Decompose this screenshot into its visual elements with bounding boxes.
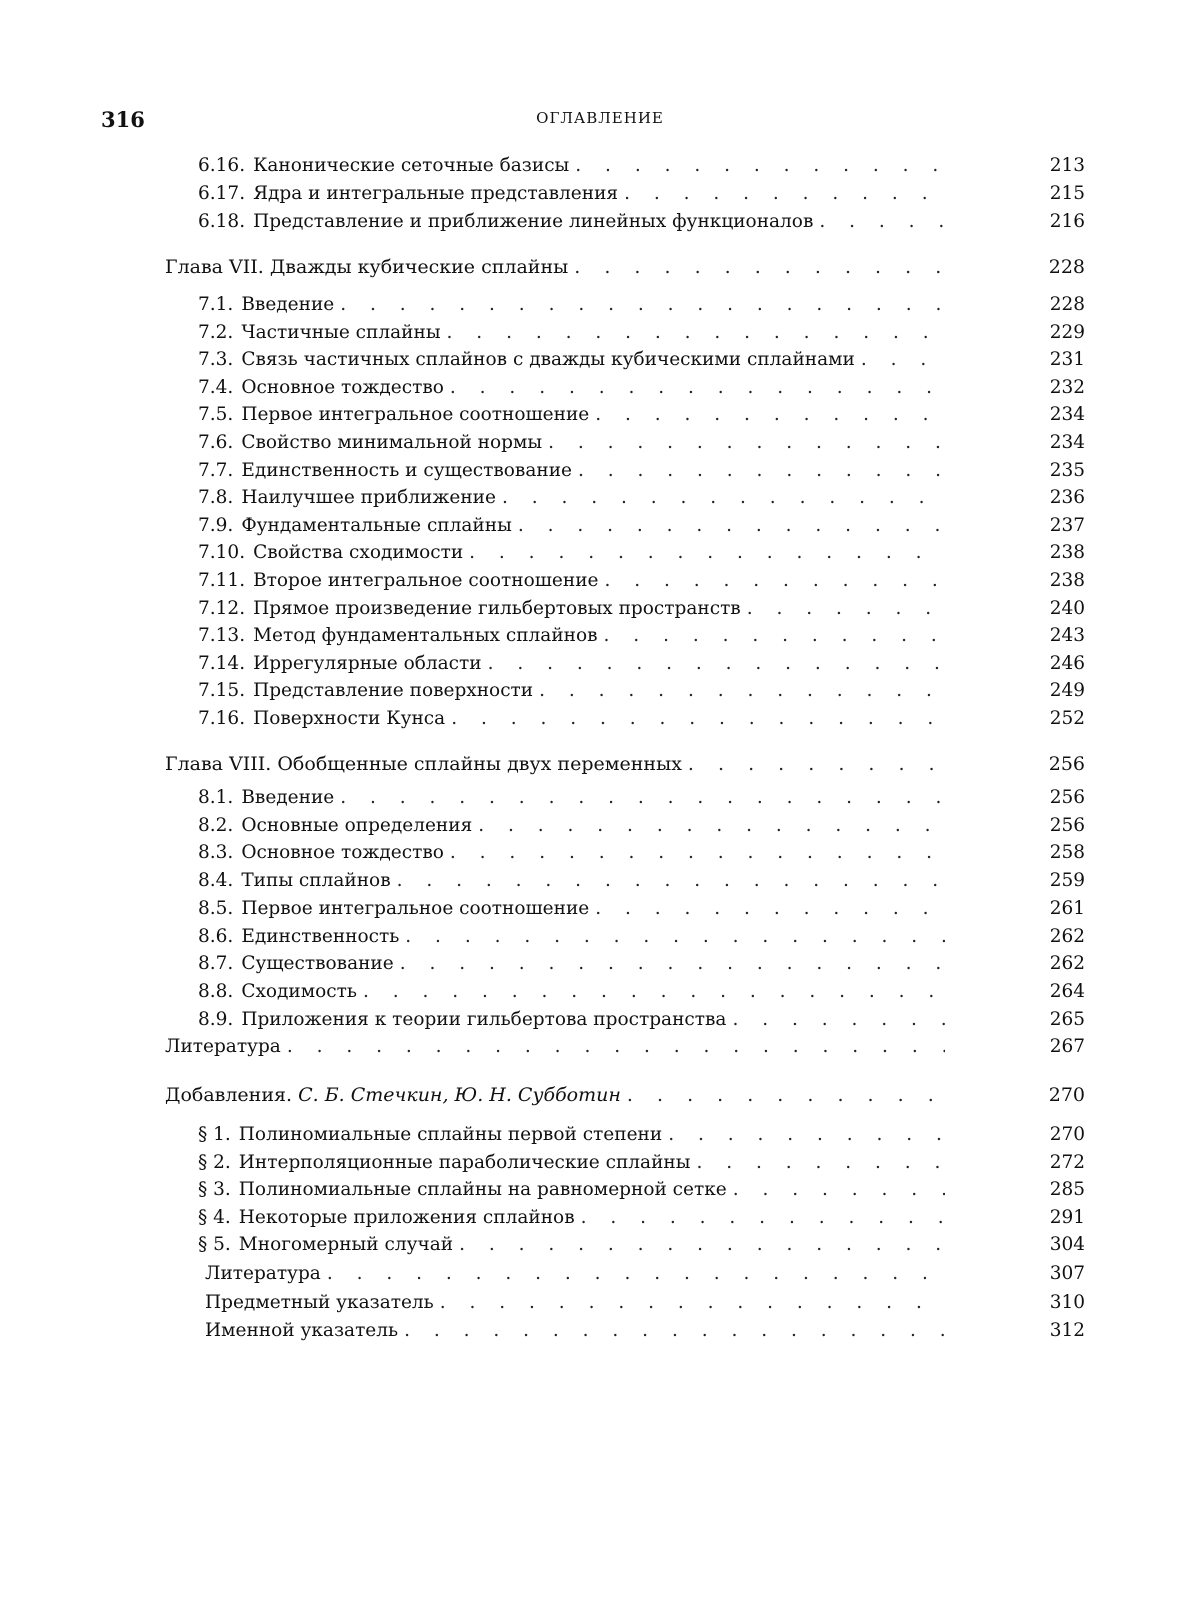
entry-page-number: 270 <box>1025 1124 1085 1145</box>
dot-leader: . . . . . . . . . . . . . <box>548 432 945 453</box>
toc-section-entry[interactable] <box>198 680 1085 708</box>
entry-page-number: 310 <box>1025 1292 1085 1313</box>
entry-title: Некоторые приложения сплайнов <box>239 1207 575 1228</box>
toc-appendix-section-entry[interactable] <box>198 1207 1085 1235</box>
entry-number: 8.3. <box>198 842 241 863</box>
entry-title: Введение <box>241 787 334 808</box>
toc-literature-entry[interactable] <box>165 1036 1085 1064</box>
dot-leader: . . . . . . . <box>747 598 945 619</box>
running-head: ОГЛАВЛЕНИЕ <box>0 109 1200 127</box>
dot-leader: . . . . . . . . . . . . <box>575 155 945 176</box>
entry-page-number: 238 <box>1025 542 1085 563</box>
entry-number: § 2. <box>198 1152 239 1173</box>
entry-page-number: 243 <box>1025 625 1085 646</box>
dot-leader: . . . <box>861 349 945 370</box>
entry-page-number: 231 <box>1025 349 1085 370</box>
entry-page-number: 259 <box>1025 870 1085 891</box>
entry-number: 7.3. <box>198 349 241 370</box>
toc-section-entry[interactable] <box>198 1009 1085 1037</box>
entry-title: Основное тождество <box>241 842 444 863</box>
entry-page-number: 272 <box>1025 1152 1085 1173</box>
dot-leader: . . . . . . . . . . . . . . . . . <box>440 1292 945 1313</box>
entry-page-number: 216 <box>1025 211 1085 232</box>
dot-leader: . . . . . . . . . . . . . . . <box>488 653 945 674</box>
entry-number: 7.8. <box>198 487 241 508</box>
entry-number: 7.10. <box>198 542 253 563</box>
entry-number: 7.9. <box>198 515 241 536</box>
entry-number: 8.8. <box>198 981 241 1002</box>
entry-title: Канонические сеточные базисы <box>253 155 569 176</box>
entry-title: Свойства сходимости <box>253 542 463 563</box>
dot-leader: . . . . . . . . . . . . . . . . <box>459 1234 945 1255</box>
toc-section-entry[interactable] <box>198 377 1085 405</box>
entry-number: 8.1. <box>198 787 241 808</box>
toc-appendix-section-entry[interactable] <box>198 1234 1085 1262</box>
entry-number: 6.18. <box>198 211 253 232</box>
entry-title: Поверхности Кунса <box>253 708 445 729</box>
dot-leader: . . . . . . . . . . . . . . . . . <box>450 842 945 863</box>
entry-page-number: 246 <box>1025 653 1085 674</box>
entry-number: 7.5. <box>198 404 241 425</box>
entry-page-number: 228 <box>1025 256 1085 278</box>
entry-title: Основные определения <box>241 815 472 836</box>
dot-leader: . . . . . . . . . . . . . . . . . . . . . <box>327 1263 945 1284</box>
toc-section-entry[interactable] <box>198 322 1085 350</box>
entry-title: Основное тождество <box>241 377 444 398</box>
entry-title: Фундаментальные сплайны <box>241 515 512 536</box>
toc-back-matter-entry[interactable] <box>205 1263 1085 1291</box>
entry-title: Глава VIII. Обобщенные сплайны двух переменных <box>165 753 682 775</box>
entry-page-number: 235 <box>1025 460 1085 481</box>
toc-section-entry[interactable] <box>198 404 1085 432</box>
entry-page-number: 262 <box>1025 926 1085 947</box>
entry-number: 6.17. <box>198 183 253 204</box>
entry-title: Первое интегральное соотношение <box>241 898 589 919</box>
dot-leader: . . . . . . . . . . . . . . . . . . <box>404 1320 945 1341</box>
dot-leader: . . . . . . . . . . . <box>627 1084 945 1106</box>
toc-section-entry[interactable] <box>198 842 1085 870</box>
entry-number: 7.12. <box>198 598 253 619</box>
entry-page-number: 228 <box>1025 294 1085 315</box>
entry-page-number: 240 <box>1025 598 1085 619</box>
entry-page-number: 249 <box>1025 680 1085 701</box>
toc-section-entry[interactable] <box>198 653 1085 681</box>
toc-section-entry[interactable] <box>198 815 1085 843</box>
entry-title: Второе интегральное соотношение <box>253 570 598 591</box>
entry-page-number: 213 <box>1025 155 1085 176</box>
toc-back-matter-entry[interactable] <box>205 1292 1085 1320</box>
toc-section-entry[interactable] <box>198 708 1085 736</box>
entry-title: Полиномиальные сплайны на равномерной сетке <box>239 1179 727 1200</box>
entry-title: Именной указатель <box>205 1320 398 1341</box>
entry-number: 7.11. <box>198 570 253 591</box>
entry-page-number: 312 <box>1025 1320 1085 1341</box>
dot-leader: . . . . . . . . . . . . <box>581 1207 945 1228</box>
dot-leader: . . . . . . . . . . . . . . . . . . <box>405 926 945 947</box>
entry-title: Связь частичных сплайнов с дважды кубическими сплайнами <box>241 349 855 370</box>
entry-title: Представление поверхности <box>253 680 533 701</box>
dot-leader: . . . . . . . . . . . . . . . . <box>469 542 945 563</box>
toc-section-entry[interactable] <box>198 349 1085 377</box>
entry-page-number: 262 <box>1025 953 1085 974</box>
entry-number: 7.7. <box>198 460 241 481</box>
entry-number: 7.15. <box>198 680 253 701</box>
dot-leader: . . . . <box>819 211 945 232</box>
dot-leader: . . . . . . . . . . . . . . . <box>502 487 945 508</box>
dot-leader: . . . . . . . . . . . . <box>595 898 945 919</box>
toc-appendix-entry[interactable] <box>165 1084 1085 1112</box>
entry-number: 7.2. <box>198 322 241 343</box>
entry-title: Частичные сплайны <box>241 322 440 343</box>
entry-page-number: 238 <box>1025 570 1085 591</box>
dot-leader: . . . . . . . . . . . . . . . . . <box>450 377 945 398</box>
dot-leader: . . . . . . . . . . . . . . <box>518 515 945 536</box>
entry-page-number: 270 <box>1025 1084 1085 1106</box>
entry-title: С. Б. Стечкин, Ю. Н. Субботин <box>298 1084 621 1106</box>
dot-leader: . . . . . . . . . . . . . . . . . . . . . . <box>287 1036 945 1057</box>
toc-section-entry[interactable] <box>198 211 1085 239</box>
entry-page-number: 234 <box>1025 404 1085 425</box>
toc-section-entry[interactable] <box>198 981 1085 1009</box>
toc-appendix-section-entry[interactable] <box>198 1124 1085 1152</box>
entry-number: § 5. <box>198 1234 239 1255</box>
entry-title: Типы сплайнов <box>241 870 390 891</box>
entry-page-number: 256 <box>1025 753 1085 775</box>
entry-page-number: 234 <box>1025 432 1085 453</box>
entry-title: Существование <box>241 953 393 974</box>
entry-title: Предметный указатель <box>205 1292 434 1313</box>
entry-number: 7.16. <box>198 708 253 729</box>
dot-leader: . . . . . . . . . <box>688 753 945 775</box>
entry-number: § 4. <box>198 1207 239 1228</box>
entry-page-number: 256 <box>1025 787 1085 808</box>
dot-leader: . . . . . . . . . . . . . . . . . . . . <box>340 294 945 315</box>
entry-number: 7.6. <box>198 432 241 453</box>
toc-section-entry[interactable] <box>198 432 1085 460</box>
dot-leader: . . . . . . . <box>732 1009 945 1030</box>
toc-section-entry[interactable] <box>198 898 1085 926</box>
entry-title: Многомерный случай <box>239 1234 453 1255</box>
entry-title: Прямое произведение гильбертовых пространств <box>253 598 741 619</box>
toc-appendix-section-entry[interactable] <box>198 1152 1085 1180</box>
entry-page-number: 215 <box>1025 183 1085 204</box>
entry-title: Первое интегральное соотношение <box>241 404 589 425</box>
dot-leader: . . . . . . . . . . . . <box>595 404 945 425</box>
toc-section-entry[interactable] <box>198 598 1085 626</box>
entry-title: Иррегулярные области <box>253 653 481 674</box>
entry-title: Литература <box>205 1263 321 1284</box>
dot-leader: . . . . . . . . . . . . <box>578 460 945 481</box>
dot-leader: . . . . . . . . . . . . . . . . . . . . <box>340 787 945 808</box>
entry-title: Сходимость <box>241 981 357 1002</box>
entry-number: 6.16. <box>198 155 253 176</box>
entry-page-number: 264 <box>1025 981 1085 1002</box>
toc-section-entry[interactable] <box>198 787 1085 815</box>
toc-section-entry[interactable] <box>198 294 1085 322</box>
entry-page-number: 258 <box>1025 842 1085 863</box>
entry-title: Интерполяционные параболические сплайны <box>239 1152 691 1173</box>
toc-section-entry[interactable] <box>198 460 1085 488</box>
toc-section-entry[interactable] <box>198 625 1085 653</box>
entry-title: Приложения к теории гильбертова пространства <box>241 1009 726 1030</box>
entry-page-number: 267 <box>1025 1036 1085 1057</box>
toc-section-entry[interactable] <box>198 515 1085 543</box>
entry-page-number: 265 <box>1025 1009 1085 1030</box>
toc-section-entry[interactable] <box>198 870 1085 898</box>
dot-leader: . . . . . . . . . . . . <box>574 256 945 278</box>
entry-page-number: 237 <box>1025 515 1085 536</box>
dot-leader: . . . . . . . . . . . . . . . . . <box>451 708 945 729</box>
entry-page-number: 236 <box>1025 487 1085 508</box>
dot-leader: . . . . . . . . . <box>668 1124 945 1145</box>
entry-number: 8.7. <box>198 953 241 974</box>
entry-page-number: 261 <box>1025 898 1085 919</box>
entry-number: 8.2. <box>198 815 241 836</box>
dot-leader: . . . . . . . . . . . . . . . . . . . . <box>363 981 945 1002</box>
entry-number: 8.5. <box>198 898 241 919</box>
entry-number: 8.6. <box>198 926 241 947</box>
entry-number: 7.4. <box>198 377 241 398</box>
toc-section-entry[interactable] <box>198 487 1085 515</box>
entry-title: Свойство минимальной нормы <box>241 432 542 453</box>
entry-title: Представление и приближение линейных функционалов <box>253 211 813 232</box>
entry-number: 7.1. <box>198 294 241 315</box>
entry-page-number: 304 <box>1025 1234 1085 1255</box>
entry-page-number: 229 <box>1025 322 1085 343</box>
toc-chapter-entry[interactable] <box>165 753 1085 781</box>
dot-leader: . . . . . . . . . . . <box>604 570 945 591</box>
dot-leader: . . . . . . . <box>733 1179 945 1200</box>
entry-number: 7.14. <box>198 653 253 674</box>
entry-page-number: 307 <box>1025 1263 1085 1284</box>
toc-section-entry[interactable] <box>198 953 1085 981</box>
page-number: 316 <box>101 107 145 132</box>
dot-leader: . . . . . . . . . . . . <box>604 625 945 646</box>
toc-section-entry[interactable] <box>198 570 1085 598</box>
dot-leader: . . . . . . . . . . . . . . <box>539 680 945 701</box>
entry-title: Единственность <box>241 926 399 947</box>
dot-leader: . . . . . . . . <box>696 1152 945 1173</box>
entry-number: 8.4. <box>198 870 241 891</box>
toc-section-entry[interactable] <box>198 183 1085 211</box>
entry-number: § 1. <box>198 1124 239 1145</box>
entry-prefix: Добавления. <box>165 1084 292 1106</box>
entry-number: 7.13. <box>198 625 253 646</box>
entry-page-number: 252 <box>1025 708 1085 729</box>
dot-leader: . . . . . . . . . . . . . . . . . . <box>400 953 945 974</box>
entry-title: Метод фундаментальных сплайнов <box>253 625 597 646</box>
toc-appendix-section-entry[interactable] <box>198 1179 1085 1207</box>
entry-page-number: 232 <box>1025 377 1085 398</box>
toc-section-entry[interactable] <box>198 155 1085 183</box>
entry-number: § 3. <box>198 1179 239 1200</box>
toc-back-matter-entry[interactable] <box>205 1320 1085 1348</box>
toc-chapter-entry[interactable] <box>165 256 1085 284</box>
entry-title: Единственность и существование <box>241 460 572 481</box>
entry-page-number: 285 <box>1025 1179 1085 1200</box>
entry-number: 8.9. <box>198 1009 241 1030</box>
entry-title: Литература <box>165 1036 281 1057</box>
entry-title: Ядра и интегральные представления <box>253 183 618 204</box>
entry-title: Наилучшее приближение <box>241 487 496 508</box>
entry-title: Введение <box>241 294 334 315</box>
dot-leader: . . . . . . . . . . . <box>624 183 945 204</box>
dot-leader: . . . . . . . . . . . . . . . . . . <box>397 870 945 891</box>
toc-section-entry[interactable] <box>198 542 1085 570</box>
entry-title: Глава VII. Дважды кубические сплайны <box>165 256 568 278</box>
entry-title: Полиномиальные сплайны первой степени <box>239 1124 662 1145</box>
dot-leader: . . . . . . . . . . . . . . . . . <box>447 322 945 343</box>
entry-page-number: 291 <box>1025 1207 1085 1228</box>
toc-section-entry[interactable] <box>198 926 1085 954</box>
dot-leader: . . . . . . . . . . . . . . . . <box>478 815 945 836</box>
entry-page-number: 256 <box>1025 815 1085 836</box>
